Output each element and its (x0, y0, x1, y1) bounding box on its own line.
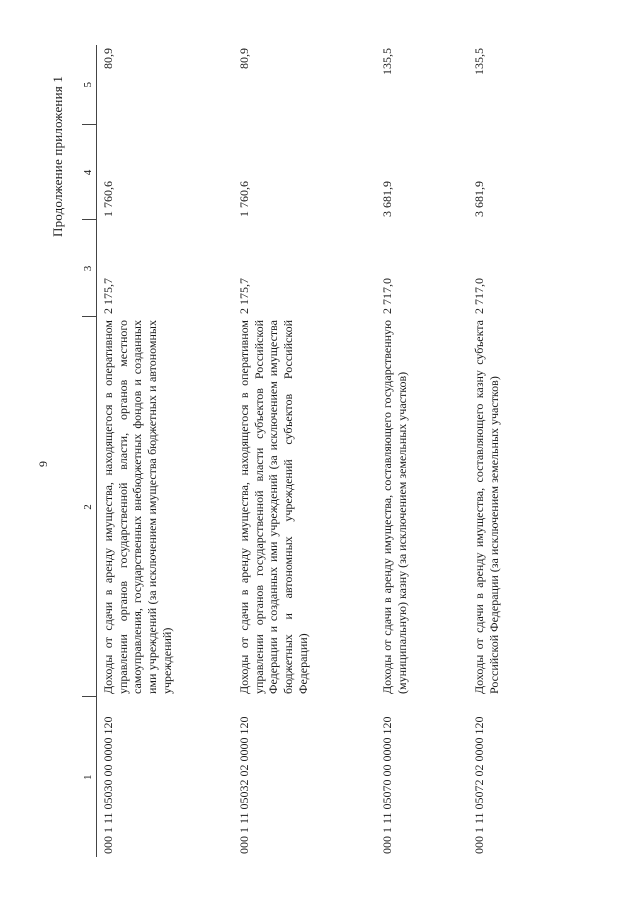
column-header-4: 4 (82, 125, 97, 220)
budget-code: 000 1 11 05070 00 0000 120 (380, 716, 394, 854)
table-row (97, 45, 234, 857)
value-col4: 1 760,6 (237, 181, 251, 217)
revenue-description: Доходы от сдачи в аренду имущества, находящегося в оперативном управлении органов государственной власти субъектов Российской Федерации и созданных ими учреждений (за исключением имущества бюджетных и автономных учреждений субъектов Российской Федерации) (237, 320, 310, 694)
table-row (376, 45, 468, 857)
value-col5: 80,9 (237, 48, 251, 69)
column-header-2: 2 (82, 317, 97, 697)
budget-code: 000 1 11 05032 02 0000 120 (237, 716, 251, 854)
revenue-description: Доходы от сдачи в аренду имущества, находящегося в оперативном управлении органов государственной власти, органов местного самоуправления, государственных внебюджетных фондов и созданных ими учреждений (за исключением имущества бюджетных и автономных учреждений) (101, 320, 174, 694)
value-col4: 3 681,9 (472, 181, 486, 217)
value-col4: 3 681,9 (380, 181, 394, 217)
value-col3: 2 717,0 (472, 278, 486, 314)
revenue-description: Доходы от сдачи в аренду имущества, составляющего государственную (муниципальную) казну (за исключением земельных участков) (380, 320, 409, 694)
budget-code: 000 1 11 05072 02 0000 120 (472, 716, 486, 854)
column-header-1: 1 (82, 697, 97, 857)
column-header-5: 5 (82, 45, 97, 125)
page-number: 9 (36, 461, 50, 467)
value-col4: 1 760,6 (101, 181, 115, 217)
value-col3: 2 175,7 (237, 278, 251, 314)
value-col5: 80,9 (101, 48, 115, 69)
value-col5: 135,5 (472, 48, 486, 75)
value-col3: 2 175,7 (101, 278, 115, 314)
value-col5: 135,5 (380, 48, 394, 75)
appendix-continuation-label: Продолжение приложения 1 (50, 75, 65, 237)
revenue-table (82, 45, 566, 857)
table-header-row (82, 45, 97, 857)
table-row (233, 45, 376, 857)
budget-code: 000 1 11 05030 00 0000 120 (101, 716, 115, 854)
column-header-3: 3 (82, 220, 97, 317)
revenue-description: Доходы от сдачи в аренду имущества, составляющего казну субъекта Российской Федерации (за исключением земельных участков) (472, 320, 501, 694)
value-col3: 2 717,0 (380, 278, 394, 314)
table-row (468, 45, 566, 857)
